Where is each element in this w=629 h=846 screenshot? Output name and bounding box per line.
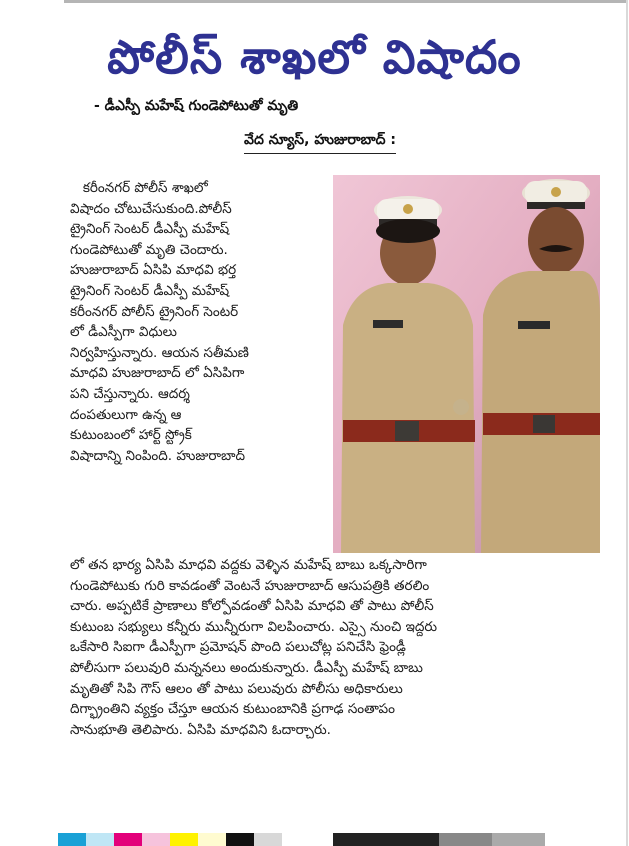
text-line: విషాదాన్ని నింపింది. హుజురాబాద్ [70, 447, 246, 464]
gray-bar-segment [386, 833, 439, 846]
article-column-text [70, 178, 249, 466]
color-swatch [170, 833, 198, 846]
text-line: కరీంనగర్ పోలీస్ శాఖలో [70, 180, 208, 196]
text-line: ఒకేసారి సిఐగా డీఎస్పీగా ప్రమోషన్ పొంది పలుచోట్ల పనిచేసి ఫ్రెండ్లీ [70, 639, 406, 656]
text-line: పని చేస్తున్నారు. ఆదర్శ [70, 385, 190, 402]
article-full-width-text [70, 555, 437, 740]
color-swatch [254, 833, 282, 846]
dateline: వేద న్యూస్, హుజురాబాద్ : [244, 132, 396, 154]
gray-bar-segment [439, 833, 492, 846]
text-line: ట్రైనింగ్ సెంటర్ డీఎస్పీ మహేష్ [70, 221, 230, 238]
color-swatch [142, 833, 170, 846]
color-swatch [114, 833, 142, 846]
text-line: గుండెపోటుతో మృతి చెందారు. [70, 241, 228, 258]
text-line: ట్రైనింగ్ సెంటర్ డీఎస్పీ మహేష్ [70, 282, 230, 299]
text-line: దిగ్భ్రాంతిని వ్యక్తం చేస్తూ ఆయన కుటుంబానికి ప్రగాఢ సంతాపం [70, 701, 395, 718]
text-line: లో తన భార్య ఏసిపి మాధవి వద్దకు వెళ్ళిన మహేష్ బాబు ఒక్కసారిగా [70, 557, 427, 573]
color-swatch [86, 833, 114, 846]
photo-illustration [333, 175, 600, 553]
text-line: నిర్వహిస్తున్నారు. ఆయన సతీమణి [70, 344, 249, 361]
subheadline: - డీఎస్పీ మహేష్ గుండెపోటుతో మృతి [94, 98, 299, 114]
text-line: లో డీఎస్పీగా విధులు [70, 324, 177, 341]
text-line: పోలీసుగా పలువురి మన్ననలు అందుకున్నారు. డీఎస్పీ మహేష్ బాబు [70, 659, 423, 676]
text-line: దంపతులుగా ఉన్న ఆ [70, 406, 182, 423]
text-line: విషాదం చోటుచేసుకుంది.పోలీస్ [70, 200, 232, 217]
officers-photo [333, 175, 600, 553]
text-line: కుటుంబ సభ్యులు కన్నీరు మున్నీరుగా విలపించారు. ఎస్సై నుంచి ఇద్దరు [70, 618, 438, 635]
top-rule [64, 0, 626, 3]
text-line: మృతితో సిపి గౌస్ ఆలం తో పాటు పలువురు పోలీసు అధికారులు [70, 680, 403, 697]
text-line: కరీంనగర్ పోలీస్ ట్రైనింగ్ సెంటర్ [70, 303, 239, 320]
gray-bar-segment [492, 833, 545, 846]
headline: పోలీస్ శాఖలో విషాదం [107, 30, 522, 84]
print-color-swatches [58, 833, 282, 846]
color-swatch [58, 833, 86, 846]
text-line: కుటుంబంలో హార్ట్ స్ట్రోక్ [70, 427, 192, 444]
gray-bar-segment [333, 833, 386, 846]
text-line: గుండెపోటుకు గురి కావడంతో వెంటనే హుజురాబాద్ ఆసుపత్రికి తరలిం [70, 577, 430, 594]
text-line: సానుభూతి తెలిపారు. ఏసిపి మాధవిని ఓదార్చారు. [70, 721, 331, 738]
text-line: మాధవి హుజురాబాద్ లో ఏసిపిగా [70, 365, 245, 382]
text-line: చారు. అప్పటికే ప్రాణాలు కోల్పోవడంతో ఏసిపి మాధవి తో పాటు పోలీస్ [70, 598, 434, 615]
print-gray-bars [333, 833, 545, 846]
text-line: హుజురాబాద్ ఏసిపి మాధవి భర్త [70, 262, 237, 279]
color-swatch [198, 833, 226, 846]
right-column-rule [626, 0, 628, 846]
color-swatch [226, 833, 254, 846]
